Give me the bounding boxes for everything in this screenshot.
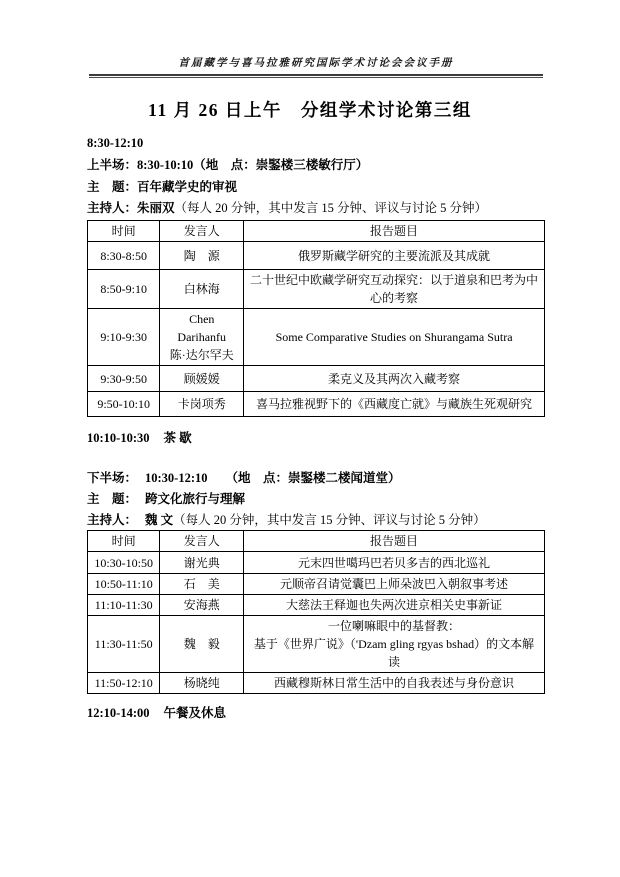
session2-chair-label: 主持人：: [87, 513, 138, 527]
session1-time: 8:30-10:10: [137, 158, 194, 172]
cell-time: 10:30-10:50: [88, 552, 160, 574]
cell-title: [244, 616, 545, 673]
header-cell-time: 时间: [88, 531, 160, 552]
cell-title: 柔克义及其两次入藏考察: [244, 366, 545, 392]
cell-speaker: 白林海: [160, 270, 244, 309]
session1-location: （地 点：崇鋻楼三楼敏行厅）: [193, 158, 369, 172]
table-row: [88, 574, 545, 595]
session1-chair-label: 主持人：: [87, 201, 138, 215]
cell-speaker: 谢光典: [160, 552, 244, 574]
cell-title: 二十世纪中欧藏学研究互动探究：以于道泉和巴考为中心的考察: [244, 270, 545, 309]
cell-time: 10:50-11:10: [88, 574, 160, 595]
booklet-header-title: 首届藏学与喜马拉雅研究国际学术讨论会会议手册: [178, 58, 454, 69]
table-header-row: [88, 531, 545, 552]
header-cell-time: 时间: [88, 221, 160, 242]
session1-topic-line: [87, 179, 557, 195]
cell-time: 11:10-11:30: [88, 595, 160, 616]
session2-location: （地 点：崇鋻楼二楼闻道堂）: [225, 471, 401, 485]
lunch-label: 午餐及休息: [163, 706, 227, 720]
title-line-2: 基于《世界广说》（'Dzam gling rgyas bshad）的文本解读: [253, 637, 535, 669]
session1-chair-note: （每人 20 分钟，其中发言 15 分钟、评议与讨论 5 分钟）: [174, 201, 488, 215]
session1-label: 上半场：: [87, 158, 138, 172]
header-cell-title: 报告题目: [244, 221, 545, 242]
session2-time: 10:30-12:10: [145, 471, 208, 485]
cell-speaker: 魏 毅: [160, 616, 244, 673]
session2-chair-note: （每人 20 分钟，其中发言 15 分钟、评议与讨论 5 分钟）: [173, 513, 486, 527]
cell-time: 8:50-9:10: [88, 270, 160, 309]
session1-chair-name: 朱丽双: [137, 201, 175, 215]
cell-speaker: 安海燕: [160, 595, 244, 616]
tea-break-time: 10:10-10:30: [87, 431, 150, 445]
table-row: [88, 242, 545, 270]
page-title: 11 月 26 日上午 分组学术讨论第三组: [148, 100, 472, 120]
cell-speaker: 卡岗项秀: [160, 392, 244, 417]
table-row: [88, 309, 545, 366]
table-row: [88, 616, 545, 673]
cell-speaker: 石 美: [160, 574, 244, 595]
table-row: [88, 270, 545, 309]
tea-break-label: 茶 歇: [163, 431, 192, 445]
cell-title: 元顺帝召请觉囊巴上师朵波巴入朝叙事考述: [244, 574, 545, 595]
cell-title: 元末四世噶玛巴若贝多吉的西北巡礼: [244, 552, 545, 574]
cell-title: 大慈法王释迦也失两次进京相关史事新证: [244, 595, 545, 616]
cell-time: 9:50-10:10: [88, 392, 160, 417]
table-row: [88, 673, 545, 694]
cell-title: 喜马拉雅视野下的《西藏度亡就》与藏族生死观研究: [244, 392, 545, 417]
cell-title: 俄罗斯藏学研究的主要流派及其成就: [244, 242, 545, 270]
session2-topic: 跨文化旅行与理解: [145, 492, 246, 506]
cell-title: Some Comparative Studies on Shurangama Sutra: [244, 309, 545, 366]
header-cell-speaker: 发言人: [160, 221, 244, 242]
table-row: [88, 392, 545, 417]
tea-break-line: [87, 430, 557, 446]
cell-speaker: 杨晓纯: [160, 673, 244, 694]
session2-topic-label: 主 题：: [87, 492, 138, 506]
cell-time: 9:30-9:50: [88, 366, 160, 392]
table-row: [88, 366, 545, 392]
session1-chair-line: [87, 200, 557, 216]
title-line-1: 一位喇嘛眼中的基督教：: [328, 619, 461, 633]
cell-speaker: 陶 源: [160, 242, 244, 270]
cell-speaker: [160, 309, 244, 366]
cell-speaker: 顾媛媛: [160, 366, 244, 392]
session1-topic: 百年藏学史的审视: [137, 180, 238, 194]
speaker-latin-name: Chen Darihanfu: [177, 312, 227, 344]
speaker-cjk-name: 陈·达尔罕夫: [169, 348, 234, 362]
session2-header-line: [87, 470, 557, 486]
header-divider-rule: [89, 74, 543, 78]
session1-header-line: [87, 157, 557, 173]
session1-table: [87, 220, 545, 417]
session2-chair-line: [87, 512, 557, 528]
overall-time: 8:30-12:10: [87, 136, 144, 150]
table-row: [88, 595, 545, 616]
cell-time: 8:30-8:50: [88, 242, 160, 270]
session2-table: [87, 530, 545, 694]
session2-label: 下半场：: [87, 471, 138, 485]
session2-chair-name: 魏 文: [145, 513, 174, 527]
header-cell-title: 报告题目: [244, 531, 545, 552]
cell-time: 11:50-12:10: [88, 673, 160, 694]
header-cell-speaker: 发言人: [160, 531, 244, 552]
cell-time: 11:30-11:50: [88, 616, 160, 673]
table-row: [88, 552, 545, 574]
session2-topic-line: [87, 491, 557, 507]
cell-title: 西藏穆斯林日常生活中的自我表述与身份意识: [244, 673, 545, 694]
cell-time: 9:10-9:30: [88, 309, 160, 366]
session1-topic-label: 主 题：: [87, 180, 138, 194]
table-header-row: [88, 221, 545, 242]
lunch-time: 12:10-14:00: [87, 706, 150, 720]
lunch-line: [87, 705, 557, 721]
overall-time-line: [87, 135, 557, 151]
